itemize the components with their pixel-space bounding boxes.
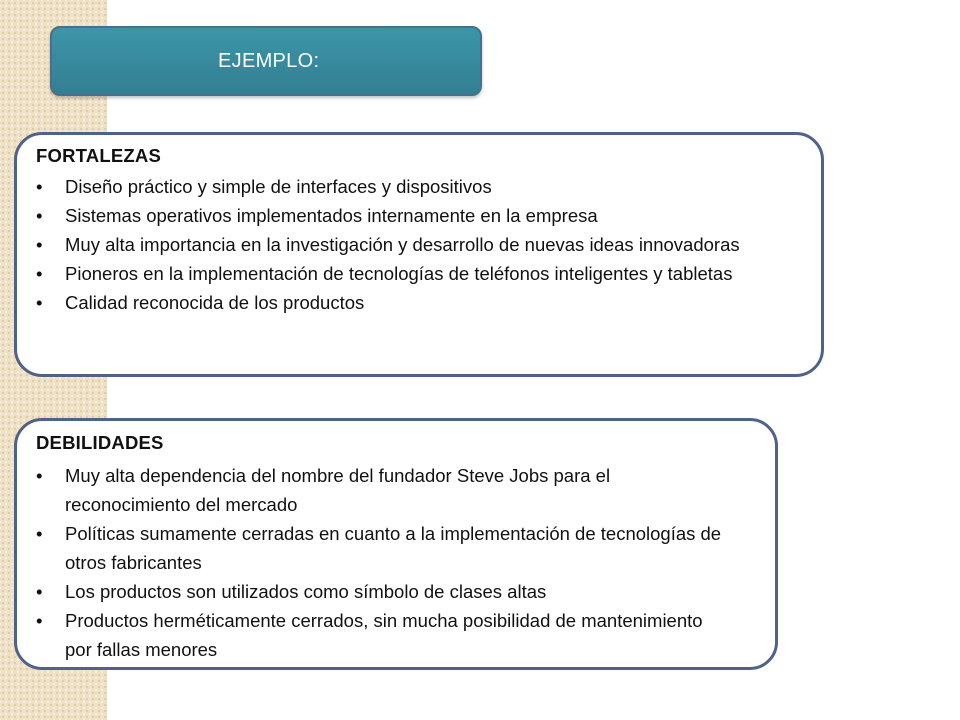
list-item: • Productos herméticamente cerrados, sin mucha posibilidad de mantenimiento por fallas menores bbox=[36, 606, 726, 664]
weaknesses-heading: DEBILIDADES bbox=[36, 432, 164, 453]
list-item: • Políticas sumamente cerradas en cuanto a la implementación de tecnologías de otros fabricantes bbox=[36, 519, 726, 577]
list-item: • Muy alta importancia en la investigación y desarrollo de nuevas ideas innovadoras bbox=[36, 230, 796, 259]
list-item: • Calidad reconocida de los productos bbox=[36, 288, 796, 317]
strengths-heading: FORTALEZAS bbox=[36, 145, 161, 166]
strengths-card bbox=[14, 132, 824, 377]
list-item: • Sistemas operativos implementados internamente en la empresa bbox=[36, 201, 796, 230]
weaknesses-card bbox=[14, 418, 778, 670]
list-item: • Diseño práctico y simple de interfaces y dispositivos bbox=[36, 172, 796, 201]
slide-title: EJEMPLO: bbox=[218, 50, 320, 72]
list-item: • Los productos son utilizados como símbolo de clases altas bbox=[36, 577, 726, 606]
weaknesses-list bbox=[36, 461, 726, 664]
strengths-list bbox=[36, 172, 796, 317]
title-banner bbox=[50, 26, 482, 96]
list-item: • Pioneros en la implementación de tecnologías de teléfonos inteligentes y tabletas bbox=[36, 259, 796, 288]
list-item: • Muy alta dependencia del nombre del fundador Steve Jobs para el reconocimiento del mercado bbox=[36, 461, 726, 519]
